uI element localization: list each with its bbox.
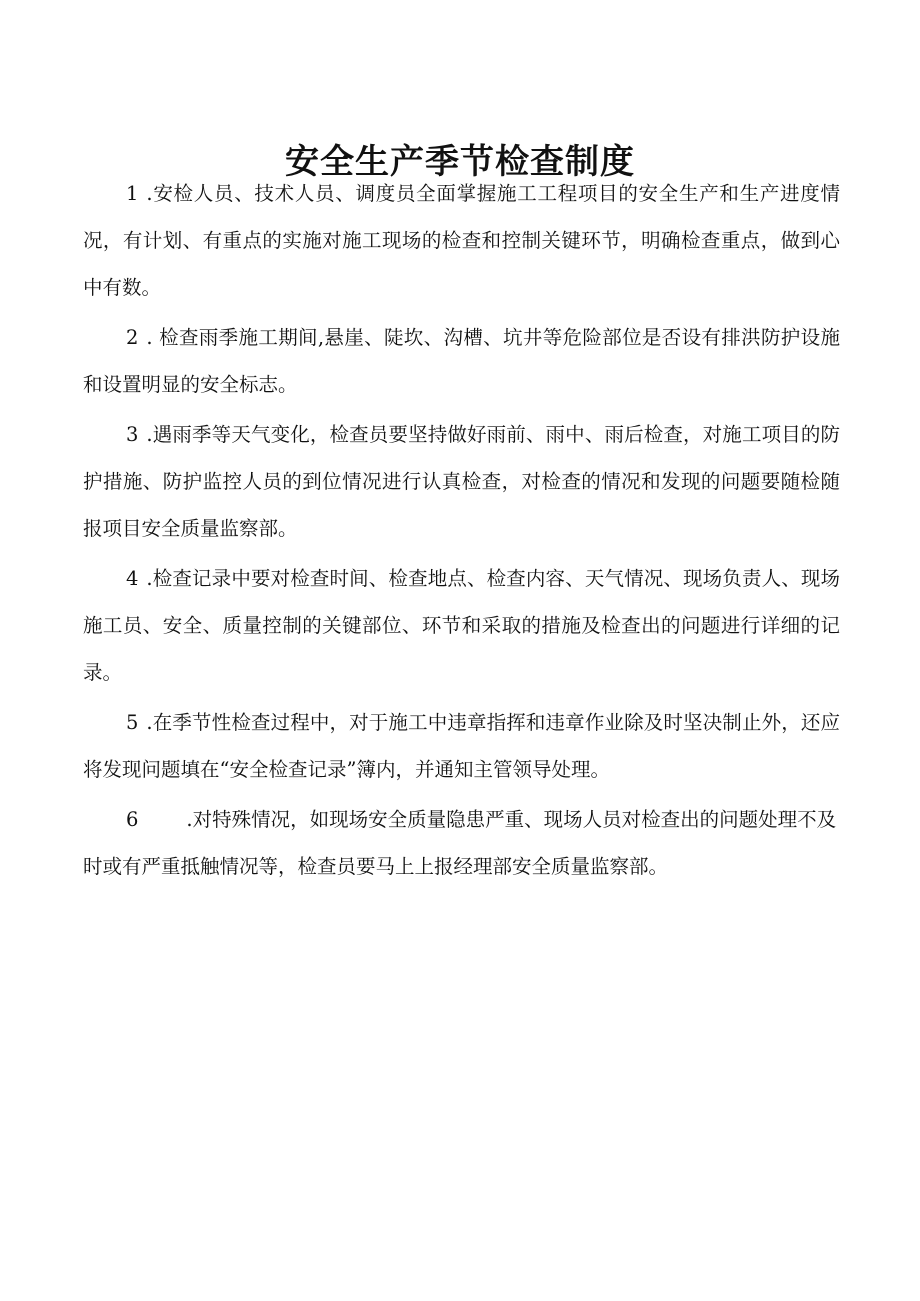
clause-2 bbox=[83, 314, 840, 408]
clause-number: 2 bbox=[126, 326, 139, 349]
clause-number: 4 bbox=[126, 567, 139, 590]
clause-text: .对特殊情况，如现场安全质量隐患严重、现场人员对检查出的问题处理不及时或有严重抵触情况等，检查员要马上上报经理部安全质量监察部。 bbox=[83, 808, 837, 878]
clause-number: 1 bbox=[126, 182, 139, 205]
clause-number: 6 bbox=[126, 808, 139, 831]
clause-text: . 检查雨季施工期间,悬崖、陡坎、沟槽、坑井等危险部位是否设有排洪防护设施和设置明显的安全标志。 bbox=[83, 326, 840, 396]
clause-number: 3 bbox=[126, 423, 139, 446]
document-body bbox=[83, 170, 840, 893]
clause-text: .安检人员、技术人员、调度员全面掌握施工工程项目的安全生产和生产进度情况，有计划、有重点的实施对施工现场的检查和控制关键环节，明确检查重点，做到心中有数。 bbox=[83, 182, 840, 299]
document-title: 安全生产季节检查制度 bbox=[285, 141, 635, 182]
clause-5 bbox=[83, 699, 840, 793]
clause-6 bbox=[83, 796, 840, 890]
clause-4 bbox=[83, 555, 840, 696]
clause-text: .在季节性检查过程中，对于施工中违章指挥和违章作业除及时坚决制止外，还应将发现问题填在“安全检查记录”簿内，并通知主管领导处理。 bbox=[83, 711, 840, 781]
clause-1 bbox=[83, 170, 840, 311]
clause-text: .遇雨季等天气变化，检查员要坚持做好雨前、雨中、雨后检查，对施工项目的防护措施、防护监控人员的到位情况进行认真检查，对检查的情况和发现的问题要随检随报项目安全质量监察部。 bbox=[83, 423, 840, 540]
clause-number: 5 bbox=[126, 711, 139, 734]
clause-text: .检查记录中要对检查时间、检查地点、检查内容、天气情况、现场负责人、现场施工员、安全、质量控制的关键部位、环节和采取的措施及检查出的问题进行详细的记录。 bbox=[83, 567, 840, 684]
clause-3 bbox=[83, 411, 840, 552]
